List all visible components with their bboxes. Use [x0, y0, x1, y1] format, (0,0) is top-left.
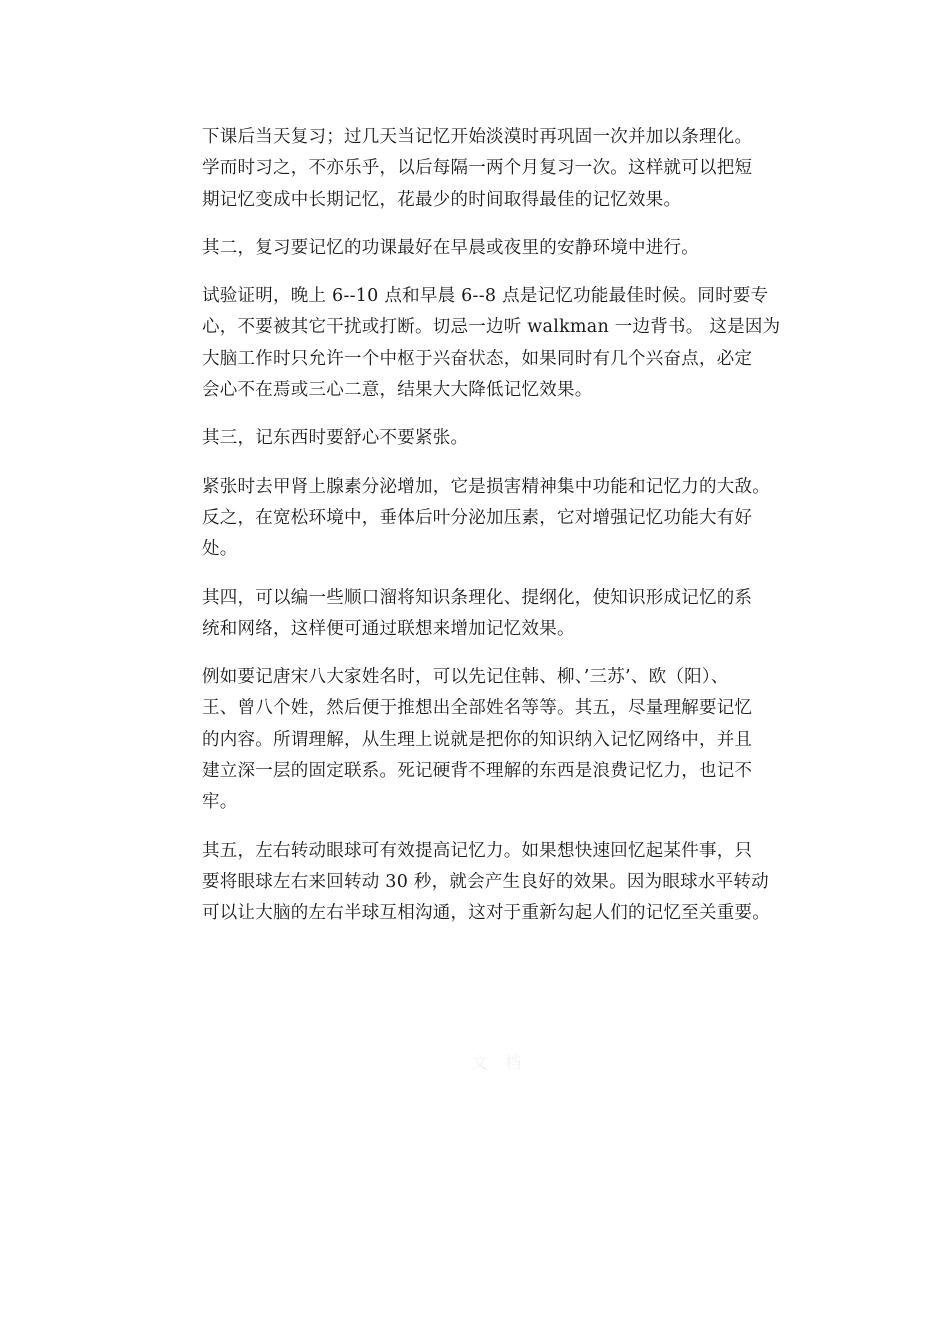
body-paragraph [202, 281, 812, 406]
paragraph-line: 可以让大脑的左右半球互相沟通，这对于重新勾起人们的记忆至关重要。 [202, 903, 770, 924]
paragraph-line: 处。 [202, 539, 238, 560]
paragraph-line: 下课后当天复习；过几天当记忆开始淡漠时再巩固一次并加以条理化。 [202, 127, 753, 147]
paragraph-line: 大脑工作时只允许一个中枢于兴奋状态，如果同时有几个兴奋点，必定 [202, 348, 753, 369]
body-paragraph [202, 233, 812, 264]
footer-watermark: 文 档 [472, 1053, 528, 1072]
paragraph-line: 试验证明，晚上 6--10 点和早晨 6--8 点是记忆功能最佳时候。同时要专 [202, 286, 769, 307]
paragraph-line: 其三，记东西时要舒心不要紧张。 [202, 428, 469, 449]
paragraph-line: 学而时习之，不亦乐乎，以后每隔一两个月复习一次。这样就可以把短 [202, 158, 753, 179]
body-paragraph [202, 836, 812, 930]
body-paragraph [202, 472, 812, 566]
body-paragraph [202, 583, 812, 646]
paragraph-line: 其二，复习要记忆的功课最好在早晨或夜里的安静环境中进行。 [202, 237, 699, 258]
paragraph-line: 心，不要被其它干扰或打断。切忌一边听 walkman 一边背书。 这是因为 [202, 317, 781, 338]
paragraph-line: 紧张时去甲肾上腺素分泌增加，它是损害精神集中功能和记忆力的大敌。 [202, 476, 770, 497]
paragraph-line: 要将眼球左右来回转动 30 秒，就会产生良好的效果。因为眼球水平转动 [202, 871, 769, 892]
paragraph-line: 会心不在焉或三心二意，结果大大降低记忆效果。 [202, 380, 593, 401]
body-paragraph [202, 122, 812, 216]
paragraph-line: 统和网络，这样便可通过联想来增加记忆效果。 [202, 618, 575, 639]
paragraph-line: 王、曾八个姓，然后便于推想出全部姓名等等。其五，尽量理解要记忆 [202, 698, 753, 719]
paragraph-line: 其四，可以编一些顺口溜将知识条理化、提纲化，使知识形成记忆的系 [202, 587, 753, 608]
body-paragraph [202, 662, 812, 818]
paragraph-line: 牢。 [202, 792, 238, 813]
paragraph-line: 期记忆变成中长期记忆，花最少的时间取得最佳的记忆效果。 [202, 189, 682, 210]
paragraph-line: 例如要记唐宋八大家姓名时，可以先记住韩、柳、’三苏’、欧（阳）、 [202, 667, 729, 688]
body-paragraph [202, 423, 812, 454]
document-body [202, 122, 812, 947]
paragraph-line: 建立深一层的固定联系。死记硬背不理解的东西是浪费记忆力，也记不 [202, 761, 753, 782]
paragraph-line: 的内容。所谓理解，从生理上说就是把你的知识纳入记忆网络中，并且 [202, 729, 753, 750]
paragraph-line: 其五，左右转动眼球可有效提高记忆力。如果想快速回忆起某件事，只 [202, 840, 753, 861]
paragraph-line: 反之，在宽松环境中，垂体后叶分泌加压素，它对增强记忆功能大有好 [202, 507, 753, 528]
